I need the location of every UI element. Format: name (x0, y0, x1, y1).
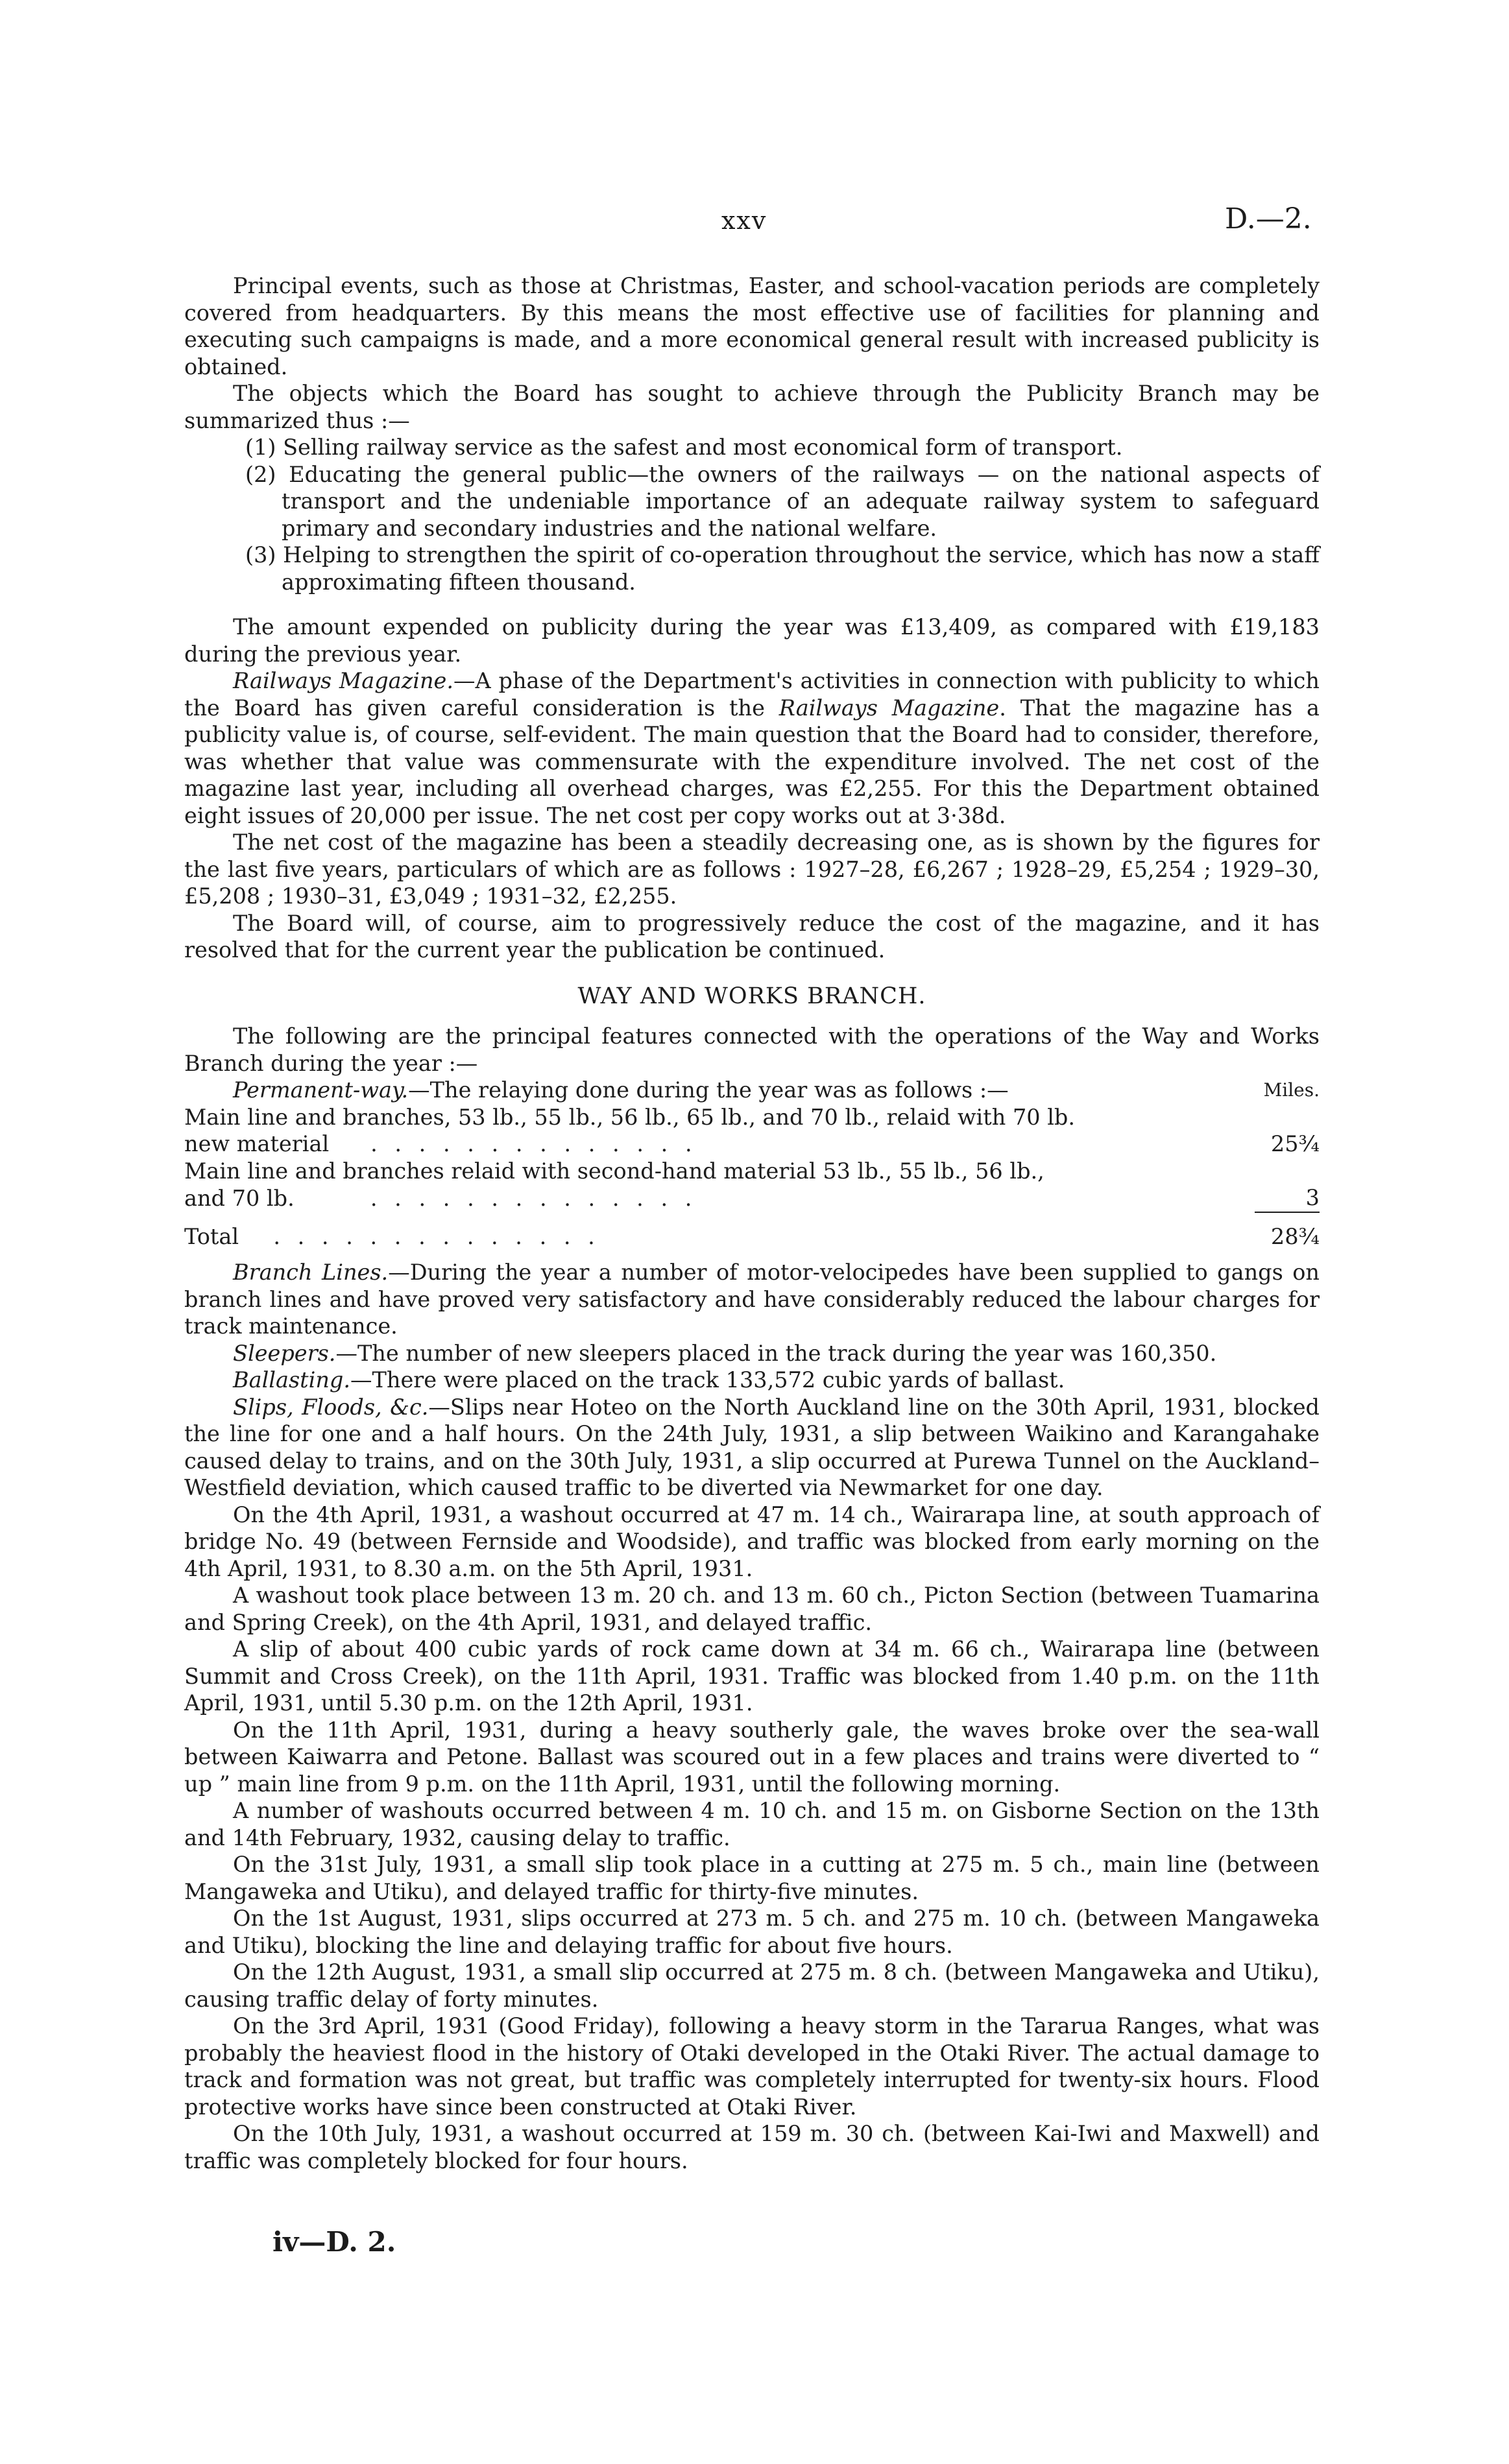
paragraph-text: —Slips near Hoteo on the North Auckland line on the 30th April, 1931, blocked the line for one and a half hours. On the 24th July, 1931, a slip between Waikino and Karangahake caused delay to trains, and on the 30th July, 1931, a slip occurred at Purewa Tunnel on the Auckland–Westfield deviation, which caused traffic to be diverted via Newmarket for one day. (184, 1394, 1320, 1500)
paragraph-way-works-intro: The following are the principal features connected with the operations of the Way and Works Branch during the year :— (184, 1023, 1320, 1076)
magazine-body: —A phase of the Department's activities in connection with publicity to which the Board has given careful consideration is the (184, 668, 1320, 721)
paragraph-objects: The objects which the Board has sought to achieve through the Publicity Branch may be summarized thus :— (184, 381, 1320, 433)
page-footer-signature: iv—D. 2. (272, 2226, 396, 2258)
total-value: 28¾ (1270, 1223, 1320, 1249)
magazine-title: Railways Magazine (779, 695, 1000, 721)
paragraph-incident: On the 11th April, 1931, during a heavy southerly gale, the waves broke over the sea-wall between Kaiwarra and Petone. Ballast was scoured out in a few places and trains were diverted to “ up ” main line from 9 p.m. on the 11th April, 1931, until the following morning. (184, 1717, 1320, 1797)
row-label-cont: and 70 lb. (184, 1186, 295, 1211)
paragraph-text: —There were placed on the track 133,572 cubic yards of ballast. (350, 1367, 1065, 1393)
document-reference: D.—2. (1225, 202, 1312, 235)
permanent-way-heading: Permanent-way. (233, 1077, 409, 1103)
leader-dots: . . . . . . . . . . . . . . (370, 1186, 697, 1211)
paragraph-incident: On the 31st July, 1931, a small slip took place in a cutting at 275 m. 5 ch., main line (between Mangaweka and Utiku), and delayed traffic for thirty-five minutes. (184, 1852, 1320, 1904)
permanent-way-intro (184, 1077, 1255, 1104)
section-heading-way-works: WAY AND WORKS BRANCH. (577, 983, 926, 1009)
paragraph-incident: A slip of about 400 cubic yards of rock came down at 34 m. 66 ch., Wairarapa line (between Summit and Cross Creek), on the 11th April, 1931. Traffic was blocked from 1.40 p.m. on the 11th April, 1931, until 5.30 p.m. on the 12th April, 1931. (184, 1636, 1320, 1716)
row-label-cont: new material (184, 1131, 330, 1156)
page-header (0, 202, 1509, 245)
row-label (184, 1130, 1255, 1158)
page-body (184, 272, 1320, 2174)
paragraph-incident: On the 1st August, 1931, slips occurred at 273 m. 5 ch. and 275 m. 10 ch. (between Mangaweka and Utiku), blocking the line and delaying traffic for about five hours. (184, 1906, 1320, 1958)
paragraph-heading: Sleepers. (233, 1340, 336, 1366)
permanent-way-table (184, 1077, 1320, 1250)
paragraph-incident: On the 3rd April, 1931 (Good Friday), following a heavy storm in the Tararua Ranges, what was probably the heaviest flood in the history of Otaki developed in the Otaki River. The actual damage to track and formation was not great, but traffic was completely interrupted for twenty-six hours. Flood protective works have since been constructed at Otaki River. (184, 2013, 1320, 2120)
table-row (184, 1184, 1320, 1212)
row-label (184, 1184, 1255, 1212)
row-value: 3 (1305, 1185, 1320, 1210)
paragraph-heading: Slips, Floods, &c. (233, 1394, 429, 1420)
table-row (184, 1223, 1320, 1250)
paragraph-railways-magazine (184, 667, 1320, 829)
row-value: 25¾ (1270, 1131, 1320, 1156)
sum-rule (1255, 1212, 1320, 1223)
paragraph-heading: Branch Lines. (233, 1260, 389, 1285)
page-number: xxv (721, 206, 767, 235)
paragraph-board-aim: The Board will, of course, aim to progressively reduce the cost of the magazine, and it has resolved that for the current year the publication be continued. (184, 910, 1320, 963)
permanent-way-text: —The relaying done during the year was as follows :— (408, 1077, 1009, 1103)
paragraph-sleepers (184, 1340, 1320, 1367)
list-item-3: (3) Helping to strengthen the spirit of co-operation throughout the service, which has now a staff approximating fifteen thousand. (245, 542, 1320, 595)
list-item-2: (2) Educating the general public—the owners of the railways — on the national aspects of transport and the undeniable importance of an adequate railway system to safeguard primary and secondary industries and the national welfare. (245, 461, 1320, 541)
paragraph-incident: A number of washouts occurred between 4 m. 10 ch. and 15 m. on Gisborne Section on the 13th and 14th February, 1932, causing delay to traffic. (184, 1798, 1320, 1850)
paragraph-branch-lines (184, 1259, 1320, 1340)
list-item-1: (1) Selling railway service as the safest and most economical form of transport. (245, 435, 1123, 460)
total-text: Total (184, 1223, 239, 1249)
paragraph-principal-events: Principal events, such as those at Christmas, Easter, and school-vacation periods are completely covered from headquarters. By this means the most effective use of facilities for planning and executing such campaigns is made, and a more economical general result with increased publicity is obtained. (184, 273, 1320, 379)
total-label (184, 1223, 1255, 1250)
table-row (184, 1077, 1320, 1104)
magazine-heading: Railways Magazine. (233, 668, 454, 693)
paragraph-text: —During the year a number of motor-velocipedes have been supplied to gangs on branch lines and have proved very satisfactory and have considerably reduced the labour charges for track maintenance. (184, 1260, 1320, 1339)
paragraph-incident: On the 10th July, 1931, a washout occurred at 159 m. 30 ch. (between Kai-Iwi and Maxwell) and traffic was completely blocked for four hours. (184, 2121, 1320, 2173)
paragraph-ballasting (184, 1367, 1320, 1394)
table-row (184, 1212, 1320, 1223)
paragraph-net-cost: The net cost of the magazine has been a steadily decreasing one, as is shown by the figures for the last five years, particulars of which are as follows : 1927–28, £6,267 ; 1928–29, £5,254 ; 1929–30, £5,208 ; 1930–31, £3,049 ; 1931–32, £2,255. (184, 830, 1320, 909)
magazine-rest: . That the magazine has a publicity value is, of course, self-evident. The main question that the Board had to consider, therefore, was whether that value was commensurate with the expenditure involved. The net cost of the magazine last year, including all overhead charges, was £2,255. For this the Department obtained eight issues of 20,000 per issue. The net cost per copy works out at 3·38d. (184, 695, 1320, 828)
table-row (184, 1130, 1320, 1158)
table-row (184, 1158, 1320, 1185)
miles-column-header: Miles. (1263, 1079, 1320, 1101)
paragraph-incident: On the 4th April, 1931, a washout occurred at 47 m. 14 ch., Wairarapa line, at south approach of bridge No. 49 (between Fernside and Woodside), and traffic was blocked from early morning on the 4th April, 1931, to 8.30 a.m. on the 5th April, 1931. (184, 1501, 1320, 1581)
table-row (184, 1104, 1320, 1131)
leader-dots: . . . . . . . . . . . . . . (273, 1223, 600, 1249)
paragraph-publicity-amount: The amount expended on publicity during the year was £13,409, as compared with £19,183 during the previous year. (184, 614, 1320, 667)
row-label: Main line and branches relaid with second-hand material 53 lb., 55 lb., 56 lb., (184, 1158, 1044, 1184)
leader-dots: . . . . . . . . . . . . . . (370, 1131, 697, 1156)
paragraph-heading: Ballasting. (233, 1367, 351, 1393)
paragraph-incident: On the 12th August, 1931, a small slip occurred at 275 m. 8 ch. (between Mangaweka and Utiku), causing traffic delay of forty minutes. (184, 1959, 1320, 2012)
row-label: Main line and branches, 53 lb., 55 lb., 56 lb., 65 lb., and 70 lb., relaid with 70 lb. (184, 1104, 1076, 1130)
paragraph-text: —The number of new sleepers placed in the track during the year was 160,350. (335, 1340, 1217, 1366)
paragraph-incident: A washout took place between 13 m. 20 ch. and 13 m. 60 ch., Picton Section (between Tuamarina and Spring Creek), on the 4th April, 1931, and delayed traffic. (184, 1583, 1320, 1635)
paragraph-slips-floods (184, 1394, 1320, 1501)
